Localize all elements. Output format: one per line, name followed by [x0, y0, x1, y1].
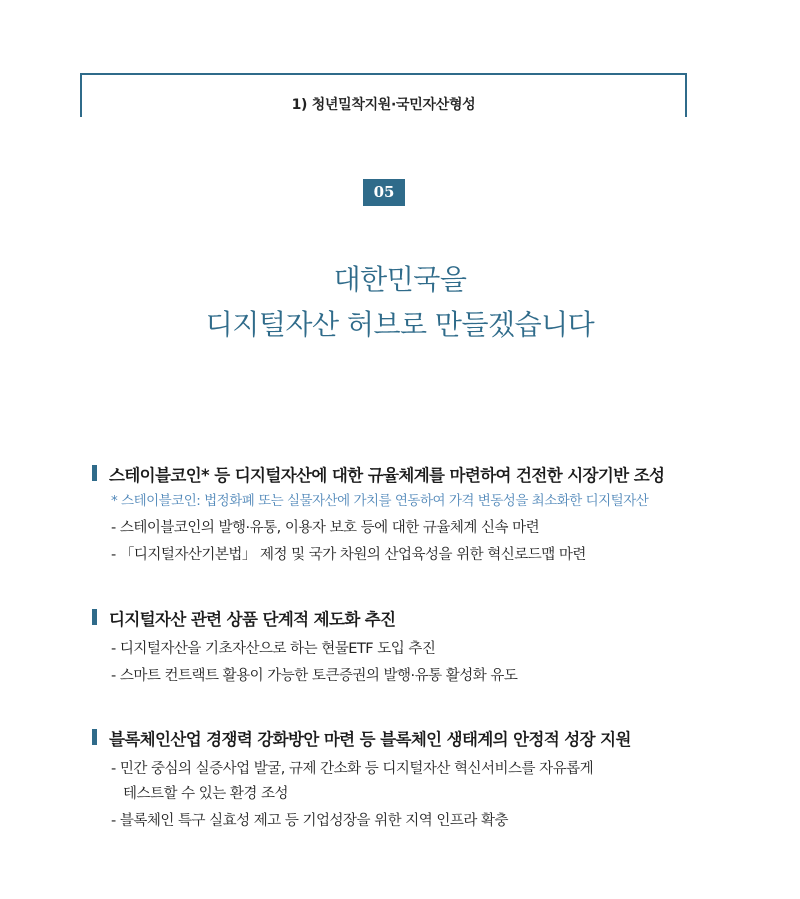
bullet-item: - 스마트 컨트랙트 활용이 가능한 토큰증권의 발행·유통 활성화 유도: [111, 668, 518, 684]
chapter-header-title: 1) 청년밀착지원·국민자산형성: [291, 97, 476, 113]
policy-section-3: [92, 724, 712, 834]
bullet-item: - 디지털자산을 기초자산으로 하는 현물ETF 도입 추진: [111, 641, 436, 657]
main-title-line2: 디지털자산 허브로 만들겠습니다: [205, 308, 595, 341]
section-heading: [92, 604, 712, 630]
policy-section-1: [92, 460, 712, 568]
main-title-line1: 대한민국을: [333, 263, 467, 296]
section-title: 스테이블코인* 등 디지털자산에 대한 규율체계를 마련하여 건전한 시장기반 조성: [109, 466, 665, 485]
section-title: 블록체인산업 경쟁력 강화방안 마련 등 블록체인 생태계의 안정적 성장 지원: [109, 730, 631, 749]
section-marker-bar: [92, 465, 97, 481]
section-number-badge: 05: [363, 179, 405, 206]
bullet-item: - 스테이블코인의 발행·유통, 이용자 보호 등에 대한 규율체계 신속 마련: [111, 520, 540, 536]
bullet-item: [111, 757, 712, 807]
section-marker-bar: [92, 609, 97, 625]
bullet-item: - 「디지털자산기본법」 제정 및 국가 차원의 산업육성을 위한 혁신로드맵 마련: [111, 547, 586, 563]
chapter-header-box: [80, 73, 687, 117]
section-marker-bar: [92, 729, 97, 745]
bullet-item: - 블록체인 특구 실효성 제고 등 기업성장을 위한 지역 인프라 확충: [111, 813, 509, 829]
bullet-continuation-line: 테스트할 수 있는 환경 조성: [123, 786, 289, 802]
section-heading: [92, 460, 712, 486]
bullet-line: - 민간 중심의 실증사업 발굴, 규제 간소화 등 디지털자산 혁신서비스를 자유롭게: [111, 761, 594, 777]
section-title: 디지털자산 관련 상품 단계적 제도화 추진: [109, 610, 396, 629]
policy-section-2: [92, 604, 712, 689]
footnote: * 스테이블코인: 법정화폐 또는 실물자산에 가치를 연동하여 가격 변동성을 최소화한 디지털자산: [111, 493, 649, 509]
section-heading: [92, 724, 712, 750]
